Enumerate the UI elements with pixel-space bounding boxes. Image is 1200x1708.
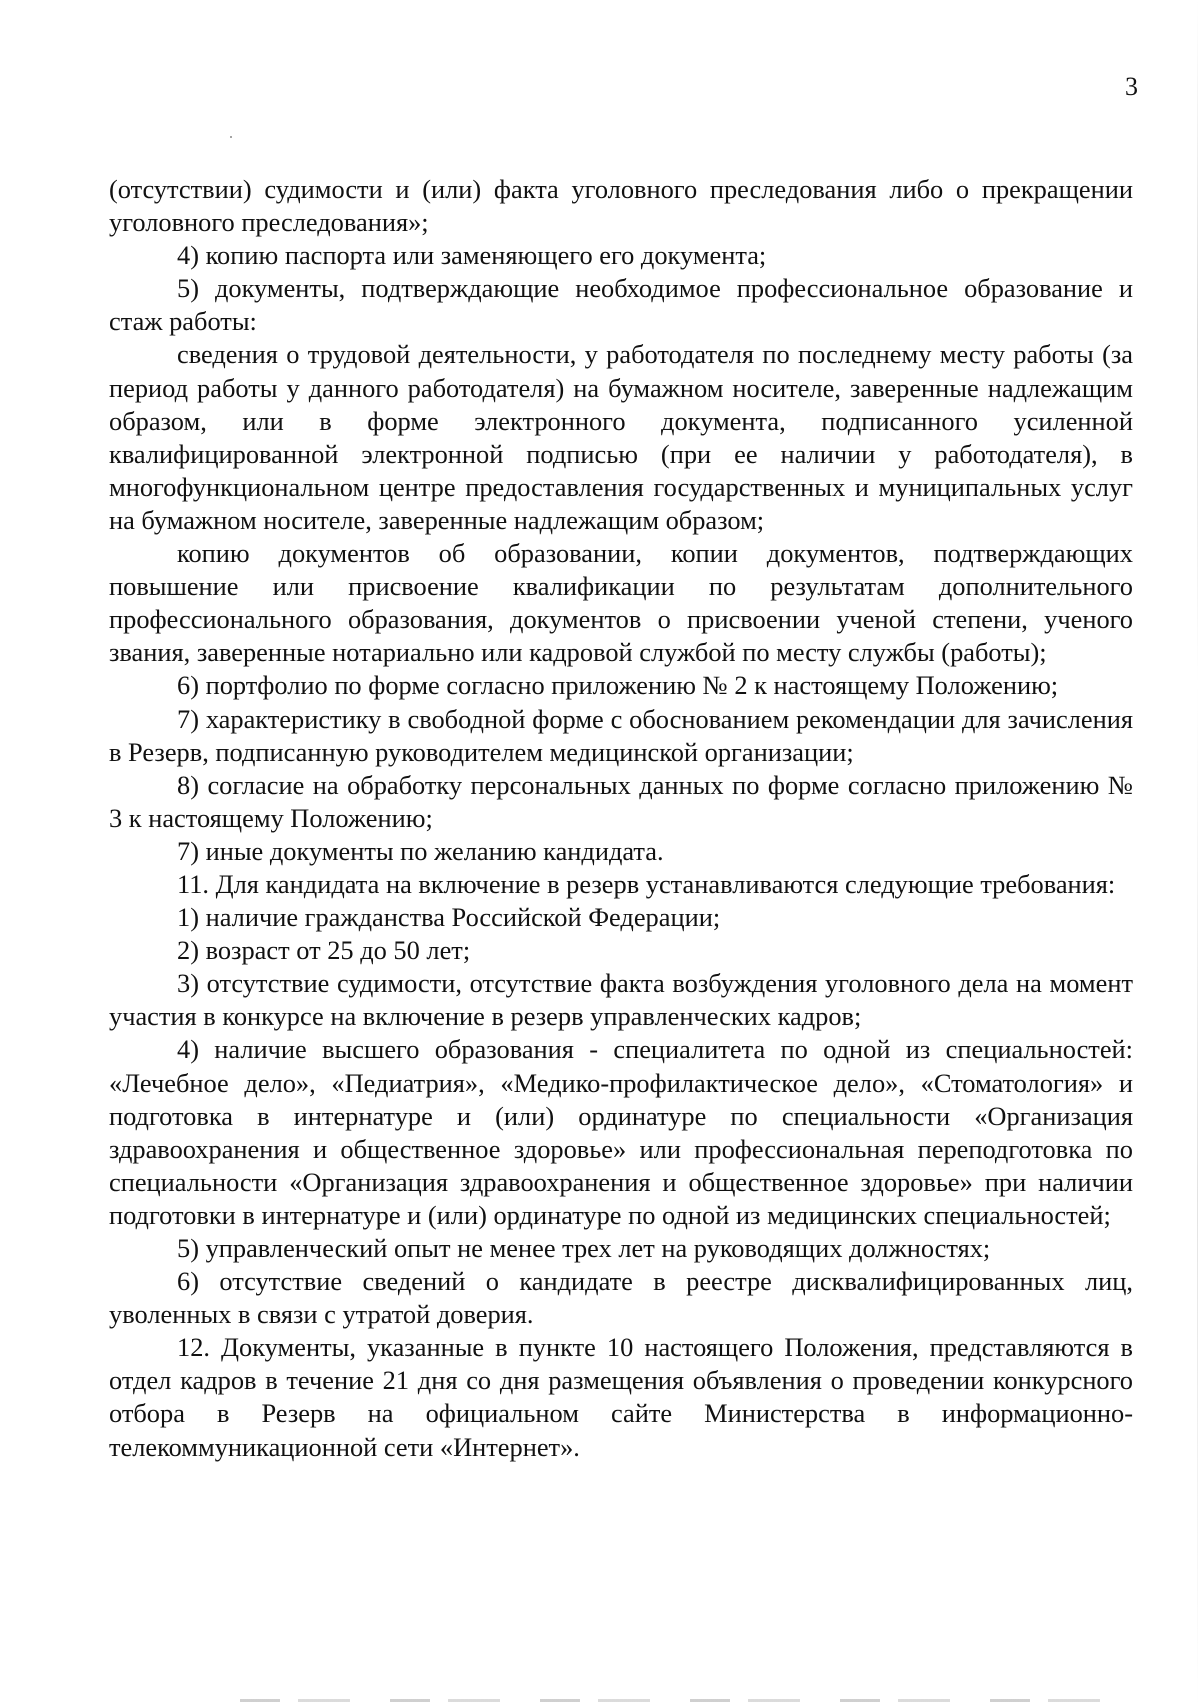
paragraph: 12. Документы, указанные в пункте 10 настоящего Положения, представляются в отдел кадров в течение 21 дня со дня размещения объявления о проведении конкурсного отбора в Резерв на официальном сайте Министерства в информационно-телекоммуникационной сети «Интернет». [109,1332,1133,1462]
paragraph: (отсутствии) судимости и (или) факта уголовного преследования либо о прекращении уголовного преследования»; [109,174,1133,238]
paragraph: 1) наличие гражданства Российской Федерации; [177,902,721,933]
page-number: 3 [1125,72,1138,101]
paragraph: 5) управленческий опыт не менее трех лет на руководящих должностях; [177,1233,991,1263]
paragraph: 8) согласие на обработку персональных данных по форме согласно приложению № 3 к настоящему Положению; [109,769,1133,833]
paragraph: 4) копию паспорта или заменяющего его документа; [177,240,767,271]
scan-bottom-edge [240,1699,1140,1702]
scan-right-edge [1197,0,1198,1708]
paragraph: 2) возраст от 25 до 50 лет; [177,935,471,966]
paragraph: 11. Для кандидата на включение в резерв устанавливаются следующие требования: [177,868,1116,899]
paragraph: 6) портфолио по форме согласно приложению № 2 к настоящему Положению; [177,670,1059,701]
paragraph: 3) отсутствие судимости, отсутствие факта возбуждения уголовного дела на момент участия в конкурсе на включение в резерв управленческих кадров; [109,968,1133,1032]
paragraph: 7) характеристику в свободной форме с обоснованием рекомендации для зачисления в Резерв, подписанную руководителем медицинской организации; [109,703,1133,767]
paragraph: 6) отсутствие сведений о кандидате в реестре дисквалифицированных лиц, уволенных в связи с утратой доверия. [109,1266,1133,1330]
paragraph: 4) наличие высшего образования - специалитета по одной из специальностей: «Лечебное дело», «Педиатрия», «Медико-профилактическое дело», «Стоматология» и подготовка в интернатуре и (или) ординатуре по специальности «Организация здравоохранения и общественное здоровье» или профессиональная переподготовка по специальности «Организация здравоохранения и общественное здоровье» при наличии подготовки в интернатуре и (или) ординатуре по одной из медицинских специальностей; [109,1034,1133,1230]
scan-speck [230,136,232,138]
paragraph: копию документов об образовании, копии документов, подтверждающих повышение или присвоение квалификации по результатам дополнительного профессионального образования, документов о присвоении ученой степени, ученого звания, заверенные нотариально или кадровой службой по месту службы (работы); [109,538,1133,668]
paragraph: 7) иные документы по желанию кандидата. [177,835,664,866]
paragraph: сведения о трудовой деятельности, у работодателя по последнему месту работы (за период работы у данного работодателя) на бумажном носителе, заверенные надлежащим образом, или в форме электронного документа, подписанного усиленной квалифицированной электронной подписью (при ее наличии у работодателя), в многофункциональном центре предоставления государственных и муниципальных услуг на бумажном носителе, заверенные надлежащим образом; [109,339,1133,535]
document-body [109,173,1133,1464]
paragraph: 5) документы, подтверждающие необходимое профессиональное образование и стаж работы: [109,273,1133,337]
